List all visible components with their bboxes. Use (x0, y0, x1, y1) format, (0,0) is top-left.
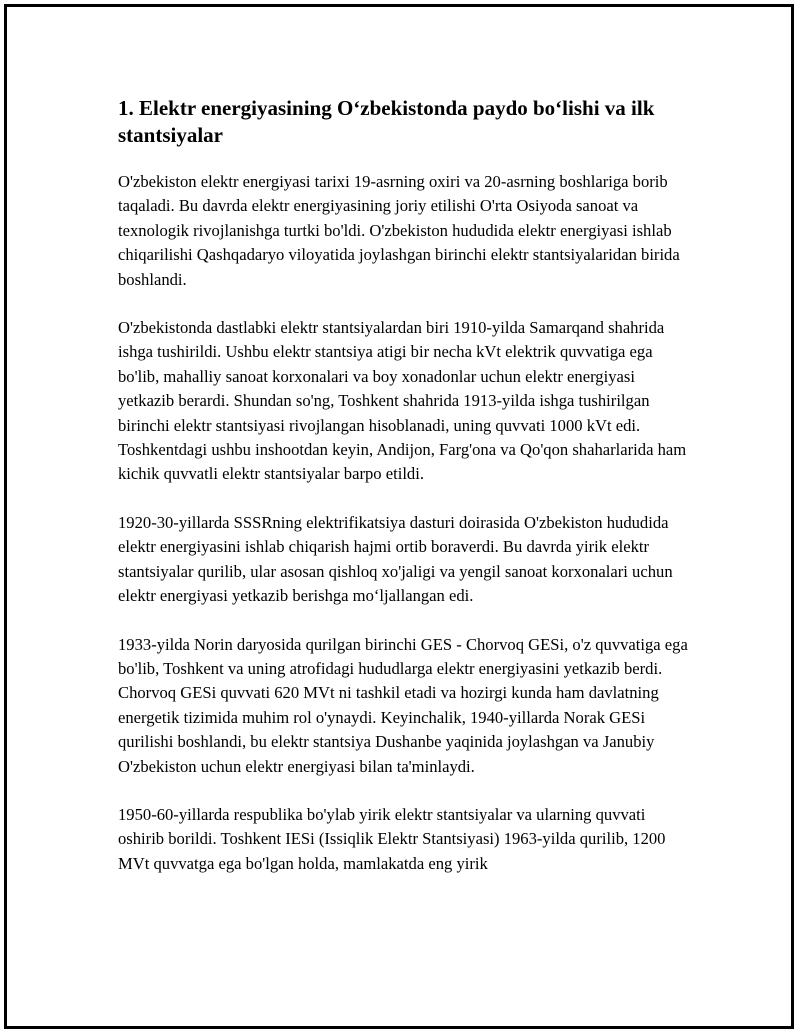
paragraph-5: 1950-60-yillarda respublika bo'ylab yirik elektr stantsiyalar va ularning quvvati oshirib borildi. Toshkent IESi (Issiqlik Elektr Stantsiyasi) 1963-yilda qurilib, 1200 MVt quvvatga ega bo'lgan holda, mamlakatda eng yirik (118, 804, 666, 873)
paragraph-2: O'zbekistonda dastlabki elektr stantsiyalardan biri 1910-yilda Samarqand shahrida ishga tushirildi. Ushbu elektr stantsiya atigi bir necha kVt elektrik quvvatiga ega bo'lib, mahalliy sanoat korxonalari va boy xonadonlar uchun elektr energiyasi yetkazib berardi. Shundan so'ng, Toshkent shahrida 1913-yilda ishga tushirilgan birinchi elektr stantsiyasi rivojlangan hisoblanadi, uning quvvati 1000 kVt edi. Toshkentdagi ushbu inshootdan keyin, Andijon, Farg'ona va Qo'qon shaharlarida ham kichik quvvatli elektr stantsiyalar barpo etildi. (118, 318, 687, 484)
section-heading: 1. Elektr energiyasining O‘zbekistonda paydo bo‘lishi va ilk stantsiyalar (118, 96, 655, 147)
document-body (118, 95, 688, 900)
paragraph-3: 1920-30-yillarda SSSRning elektrifikatsiya dasturi doirasida O'zbekiston hududida elektr energiyasini ishlab chiqarish hajmi ortib boraverdi. Bu davrda yirik elektr stantsiyalar qurilib, ular asosan qishloq xo'jaligi va yengil sanoat korxonalari uchun elektr energiyasi yetkazib berishga mo‘ljallangan edi. (118, 512, 673, 606)
paragraph-4: 1933-yilda Norin daryosida qurilgan birinchi GES - Chorvoq GESi, o'z quvvatiga ega bo'lib, Toshkent va uning atrofidagi hududlarga elektr energiyasini yetkazib berdi. Chorvoq GESi quvvati 620 MVt ni tashkil etadi va hozirgi kunda ham davlatning energetik tizimida muhim rol o'ynaydi. Keyinchalik, 1940-yillarda Norak GESi qurilishi boshlandi, bu elektr stantsiya Dushanbe yaqinida joylashgan va Janubiy O'zbekiston uchun elektr energiyasi bilan ta'minlaydi. (118, 634, 688, 776)
paragraph-1: O'zbekiston elektr energiyasi tarixi 19-asrning oxiri va 20-asrning boshlariga borib taqaladi. Bu davrda elektr energiyasining joriy etilishi O'rta Osiyoda sanoat va texnologik rivojlanishga turtki bo'ldi. O'zbekiston hududida elektr energiyasi ishlab chiqarilishi Qashqadaryo viloyatida joylashgan birinchi elektr stantsiyalaridan birida boshlandi. (118, 172, 680, 289)
